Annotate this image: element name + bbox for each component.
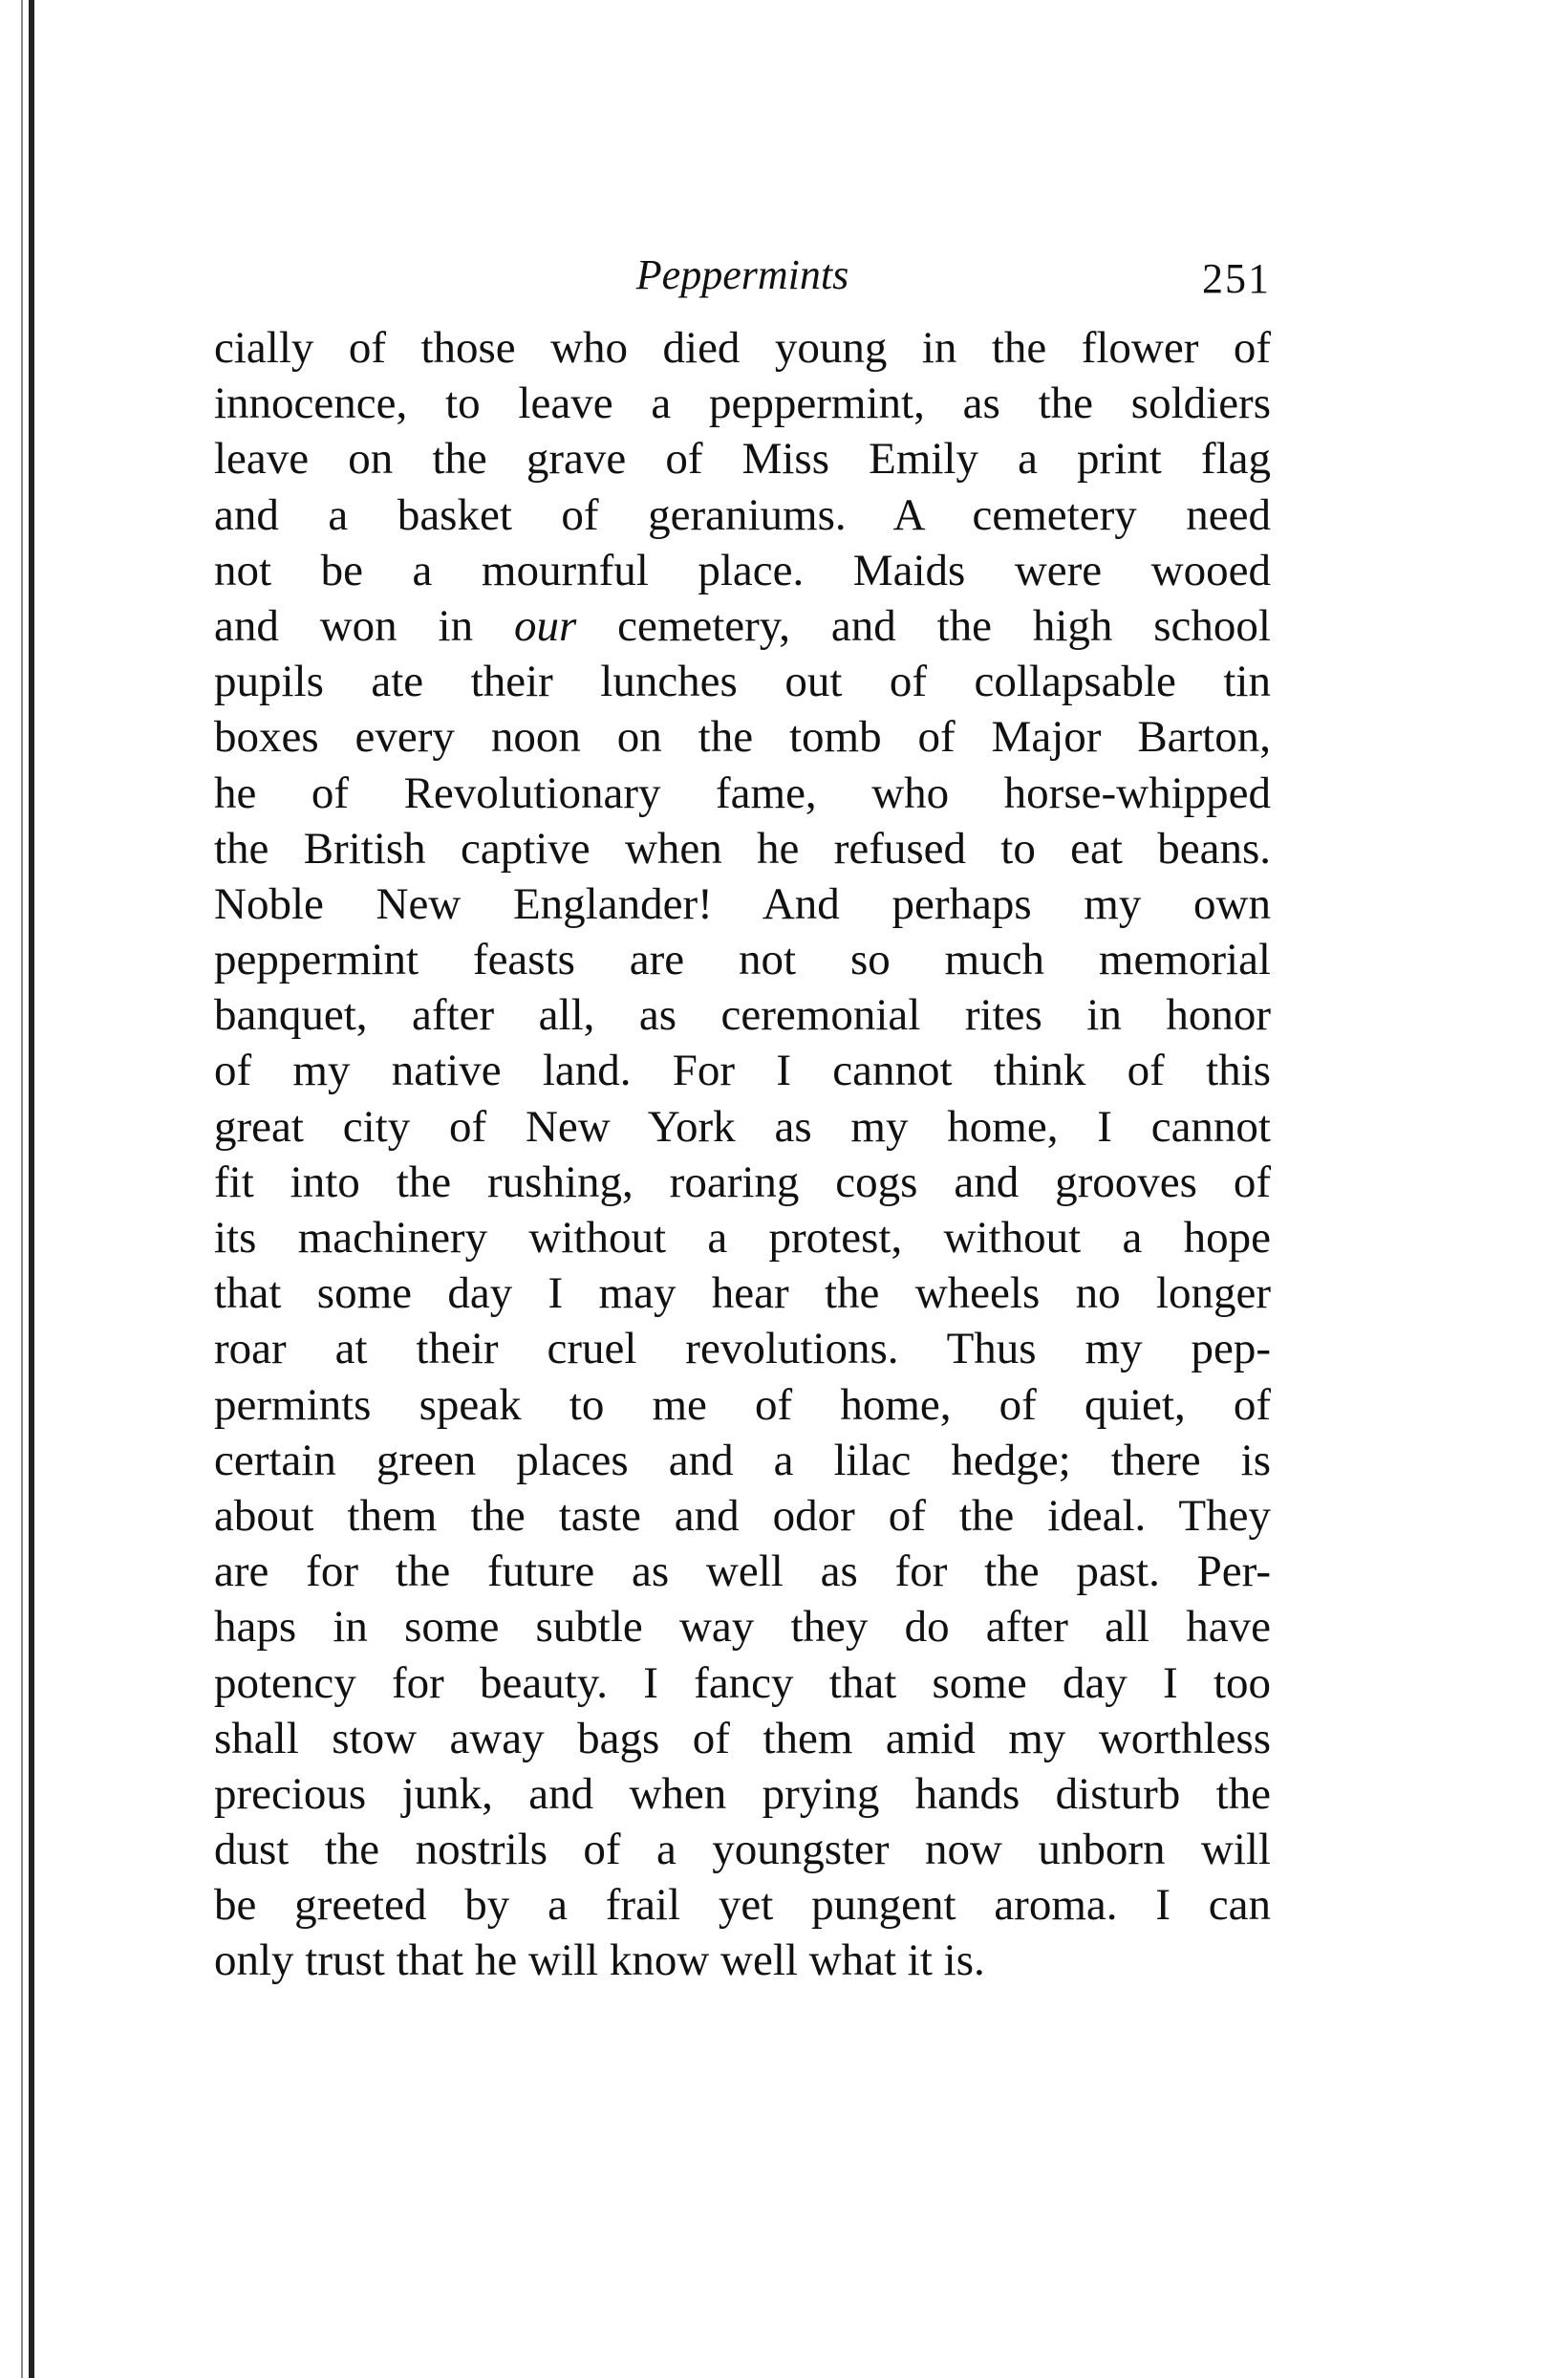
text-line: precious junk, and when prying hands disturb the	[214, 1768, 1271, 1819]
text-line: dust the nostrils of a youngster now unborn will	[214, 1825, 1271, 1875]
text-line: that some day I may hear the wheels no longer	[214, 1268, 1271, 1319]
text-line: are for the future as well as for the past. Per-	[214, 1546, 1271, 1597]
text-line: potency for beauty. I fancy that some day I too	[214, 1657, 1271, 1708]
text-line: the British captive when he refused to eat beans.	[214, 823, 1271, 874]
text-line: boxes every noon on the tomb of Major Barton,	[214, 712, 1271, 763]
running-title: Peppermints	[635, 251, 849, 298]
text-line: shall stow away bags of them amid my worthless	[214, 1713, 1271, 1763]
scan-edge-shadow	[21, 0, 23, 2378]
text-line: only trust that he will know well what it is.	[214, 1935, 985, 1986]
text-line: about them the taste and odor of the ideal. They	[214, 1490, 1271, 1541]
text-line: banquet, after all, as ceremonial rites in honor	[214, 990, 1271, 1041]
text-line: of my native land. For I cannot think of this	[214, 1046, 1271, 1096]
emphasis: our	[513, 600, 577, 651]
text-line: fit into the rushing, roaring cogs and grooves of	[214, 1157, 1271, 1207]
text-line: not be a mournful place. Maids were wooed	[214, 545, 1271, 595]
scan-binding-edge	[29, 0, 34, 2378]
text-line: roar at their cruel revolutions. Thus my pep-	[214, 1324, 1271, 1374]
text-line: innocence, to leave a peppermint, as the soldiers	[214, 378, 1271, 429]
body-text	[214, 320, 1271, 1989]
text-line: cially of those who died young in the flower of	[214, 323, 1271, 373]
text-line: certain green places and a lilac hedge; there is	[214, 1435, 1271, 1485]
text-line: be greeted by a frail yet pungent aroma. I can	[214, 1880, 1271, 1931]
text-line: its machinery without a protest, without a hope	[214, 1213, 1271, 1263]
text-line: great city of New York as my home, I cannot	[214, 1101, 1271, 1152]
text-line: Noble New Englander! And perhaps my own	[214, 878, 1271, 929]
text-line: he of Revolutionary fame, who horse-whipped	[214, 767, 1271, 818]
text-line: and a basket of geraniums. A cemetery need	[214, 489, 1271, 540]
text-line: peppermint feasts are not so much memorial	[214, 935, 1271, 985]
text-line: pupils ate their lunches out of collapsable tin	[214, 657, 1271, 707]
text-line: and won in our cemetery, and the high school	[214, 600, 1271, 651]
page-number: 251	[1202, 255, 1271, 302]
text-line: permints speak to me of home, of quiet, of	[214, 1379, 1271, 1430]
page-header	[214, 250, 1271, 308]
text-line: haps in some subtle way they do after all have	[214, 1602, 1271, 1653]
text-line: leave on the grave of Miss Emily a print flag	[214, 434, 1271, 485]
